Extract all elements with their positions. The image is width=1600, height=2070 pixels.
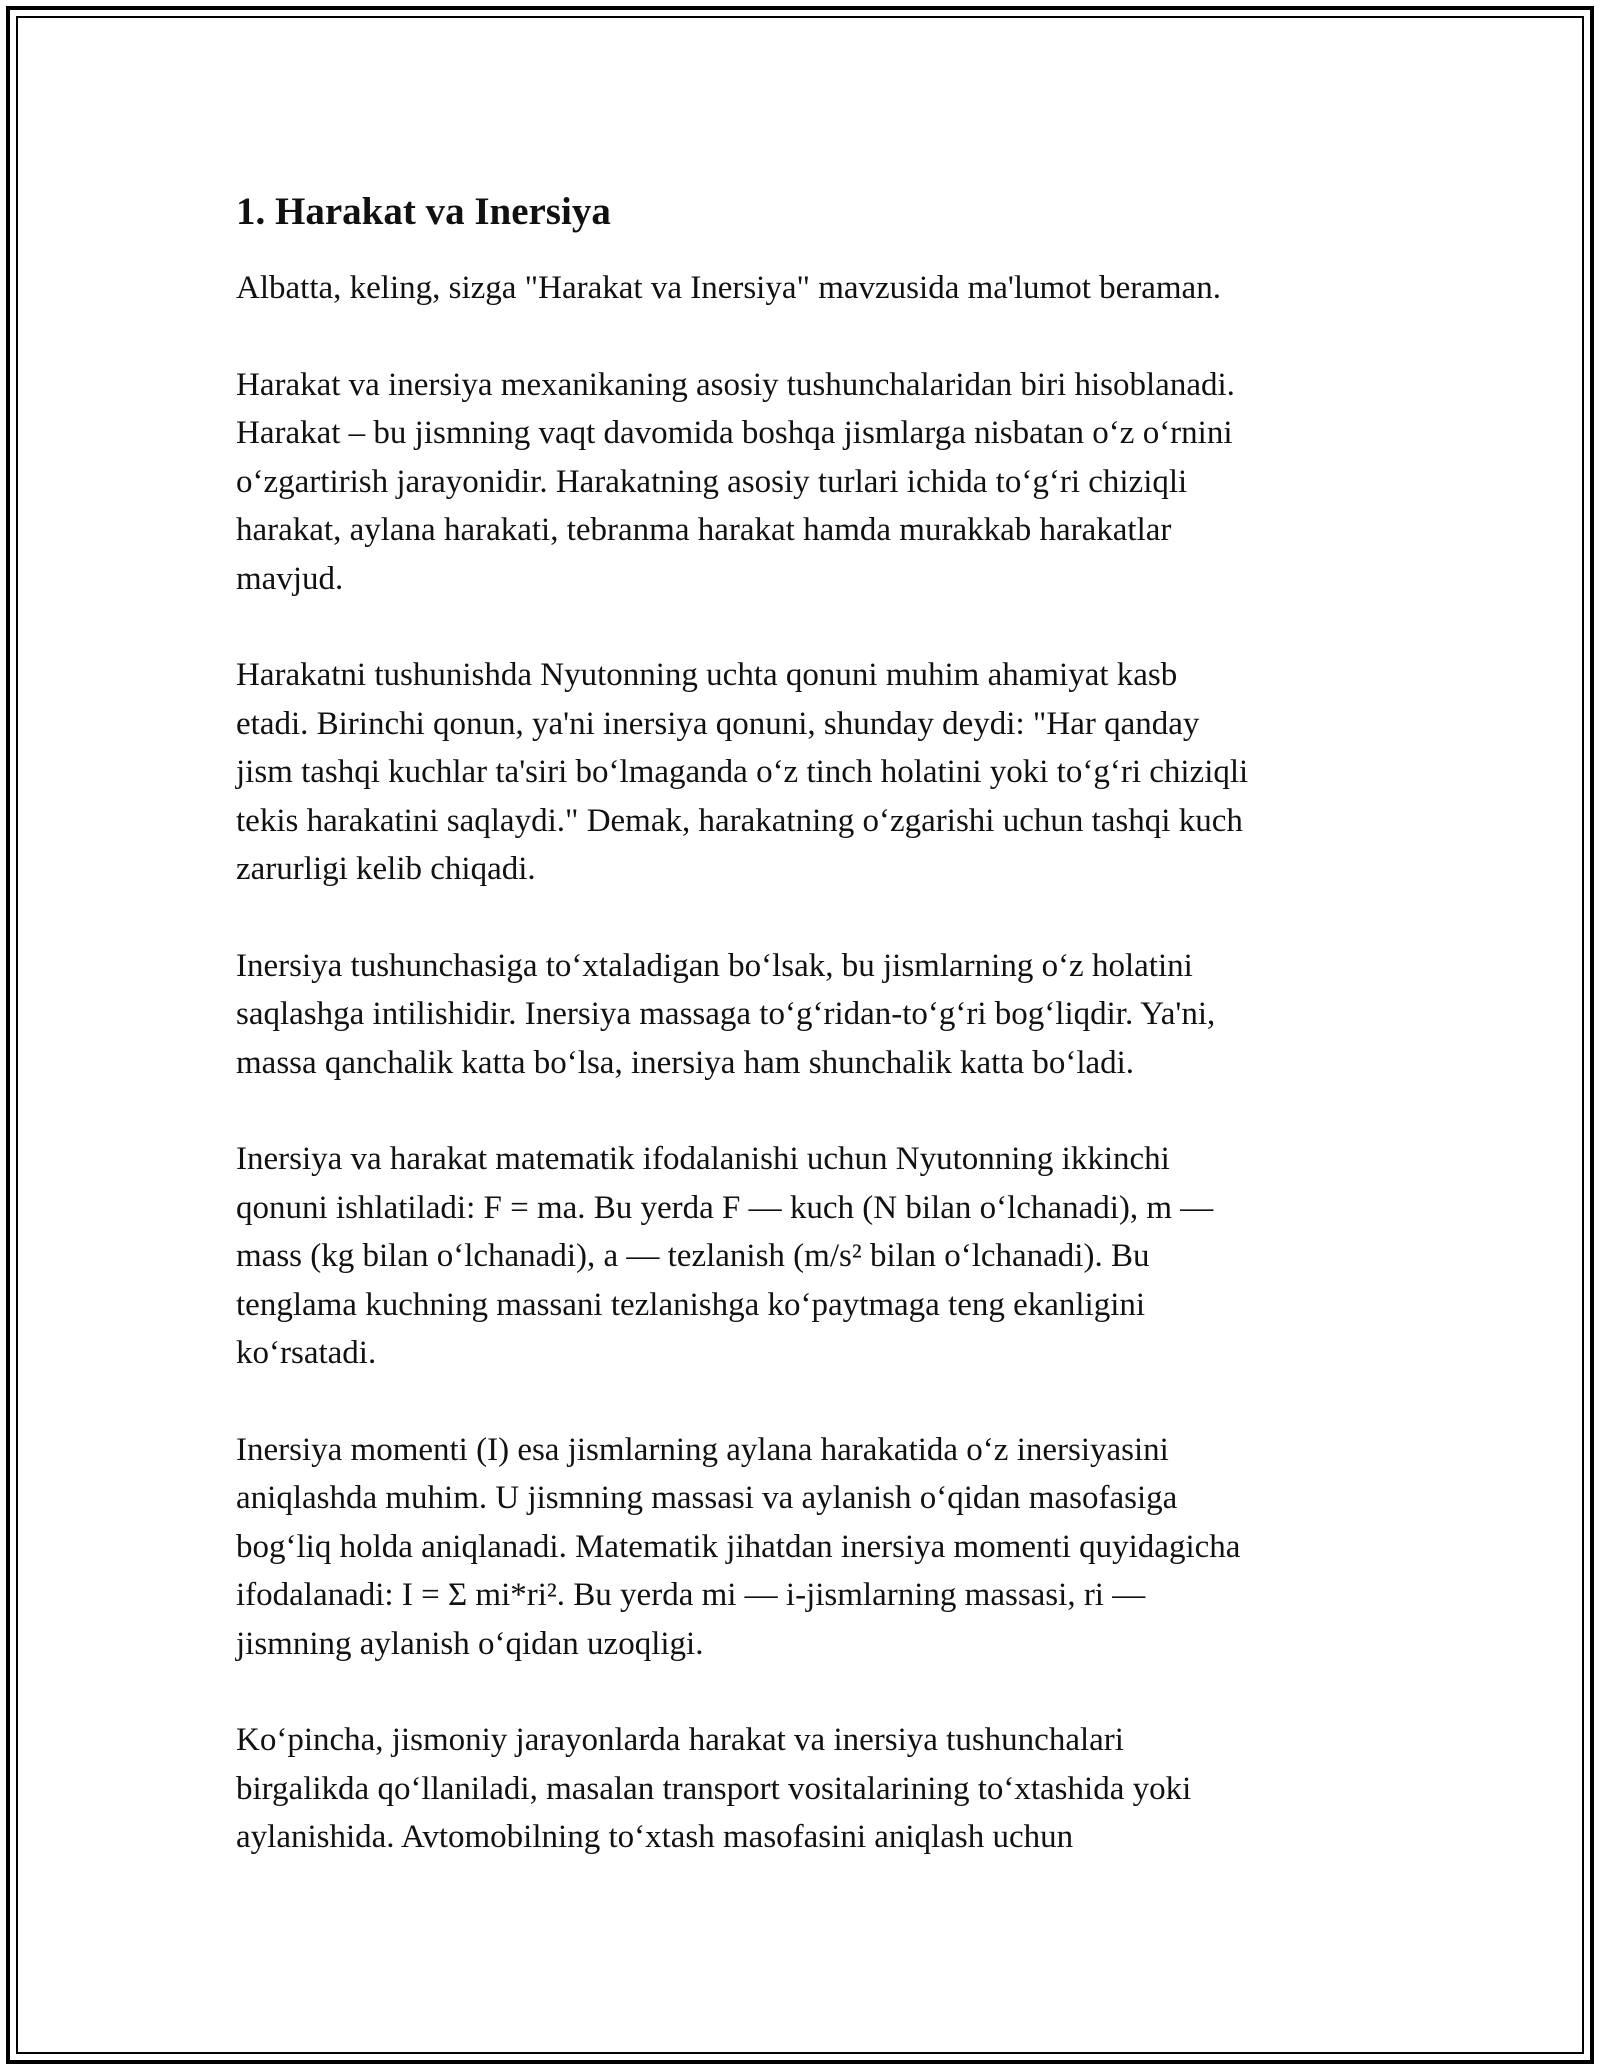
paragraph-intro: Albatta, keling, sizga "Harakat va Inersiya" mavzusida ma'lumot beraman. xyxy=(236,270,1221,306)
paragraph-motion-definition: Harakat va inersiya mexanikaning asosiy tushunchalaridan biri hisoblanadi. Harakat – bu jismning vaqt davomida boshqa jismlarga nisbatan oʻz oʻrnini oʻzgartirish jarayonidir. Harakatning asosiy turlari ichida toʻgʻri chiziqli harakat, aylana harakati, tebranma harakat hamda murakkab harakatlar mavjud. xyxy=(236,366,1235,597)
paragraph-inertia-mass: Inersiya tushunchasiga toʻxtaladigan boʻlsak, bu jismlarning oʻz holatini saqlashga intilishidir. Inersiya massaga toʻgʻridan-toʻgʻri bogʻliqdir. Ya'ni, massa qanchalik katta boʻlsa, inersiya ham shunchalik katta boʻladi. xyxy=(236,947,1216,1081)
document-body xyxy=(236,186,1366,1910)
paragraph-moment-of-inertia: Inersiya momenti (I) esa jismlarning aylana harakatida oʻz inersiyasini aniqlashda muhim. U jismning massasi va aylanish oʻqidan masofasiga bogʻliq holda aniqlanadi. Matematik jihatdan inersiya momenti quyidagicha ifodalanadi: I = Σ mi*ri². Bu yerda mi — i-jismlarning massasi, ri — jismning aylanish oʻqidan uzoqligi. xyxy=(236,1431,1241,1662)
paragraph-newton-second-law: Inersiya va harakat matematik ifodalanishi uchun Nyutonning ikkinchi qonuni ishlatiladi: F = ma. Bu yerda F — kuch (N bilan oʻlchanadi), m — mass (kg bilan oʻlchanadi), a — tezlanish (m/s² bilan oʻlchanadi). Bu tenglama kuchning massani tezlanishga koʻpaytmaga teng ekanligini koʻrsatadi. xyxy=(236,1141,1214,1371)
paragraph-applications: Koʻpincha, jismoniy jarayonlarda harakat va inersiya tushunchalari birgalikda qoʻllaniladi, masalan transport vositalarining toʻxtashida yoki aylanishida. Avtomobilning toʻxtash masofasini aniqlash uchun xyxy=(236,1722,1192,1855)
paragraph-newton-first-law: Harakatni tushunishda Nyutonning uchta qonuni muhim ahamiyat kasb etadi. Birinchi qonun, ya'ni inersiya qonuni, shunday deydi: "Har qanday jism tashqi kuchlar ta'siri boʻlmaganda oʻz tinch holatini yoki toʻgʻri chiziqli tekis harakatini saqlaydi." Demak, harakatning oʻzgarishi uchun tashqi kuch zarurligi kelib chiqadi. xyxy=(236,657,1249,887)
document-title: 1. Harakat va Inersiya xyxy=(236,190,611,233)
